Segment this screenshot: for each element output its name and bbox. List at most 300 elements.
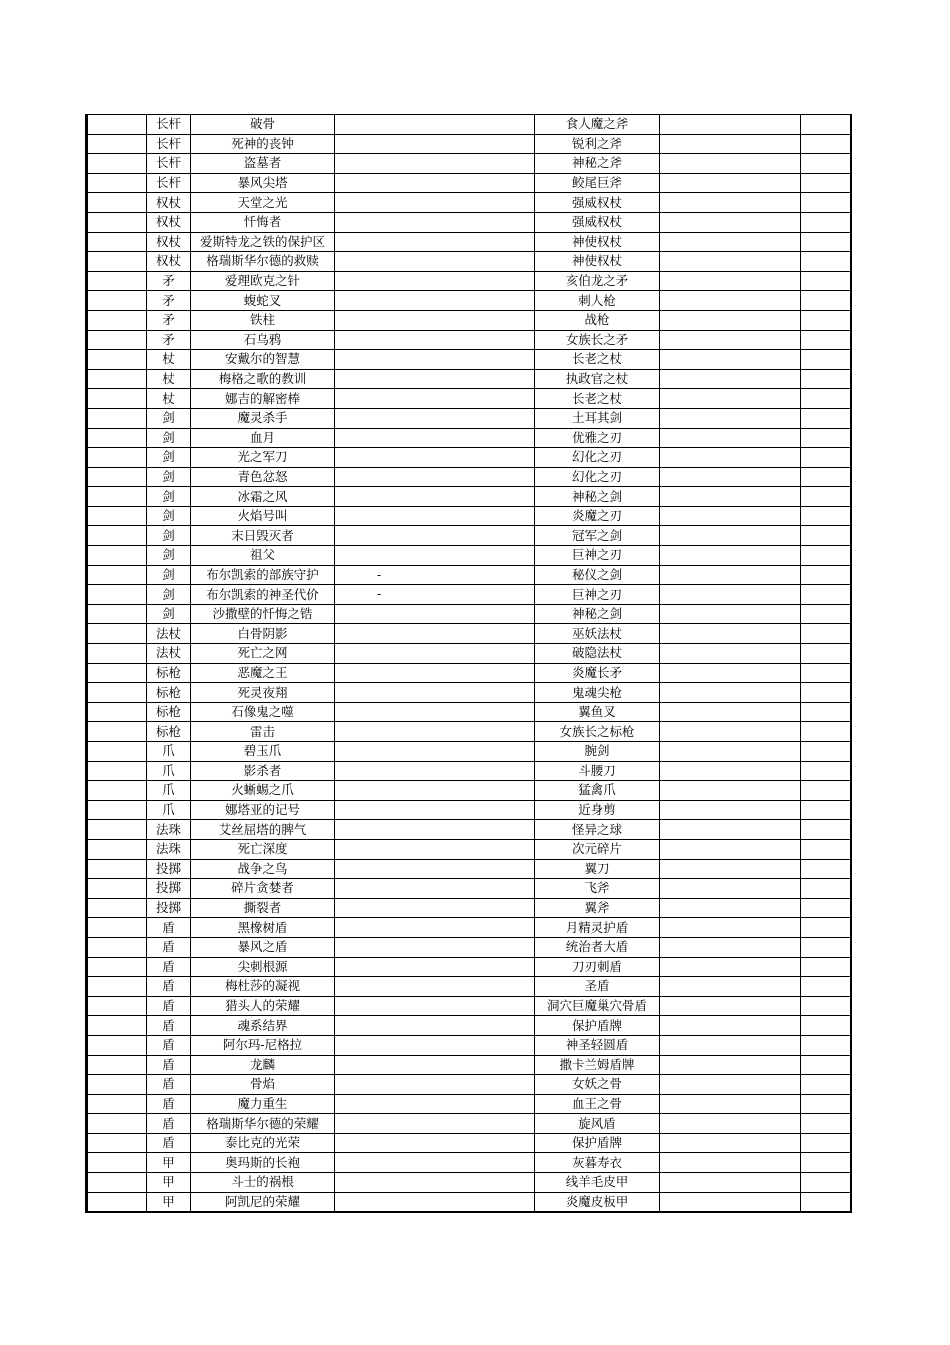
empty-cell [660, 1173, 801, 1193]
item-type-cell: 甲 [147, 1192, 191, 1212]
item-name-cell: 恶魔之王 [191, 663, 335, 683]
empty-cell [801, 1075, 851, 1095]
item-type-cell: 杖 [147, 369, 191, 389]
base-item-cell: 炎魔皮板甲 [535, 1192, 660, 1212]
empty-cell [801, 859, 851, 879]
item-note-cell [335, 1016, 535, 1036]
item-type-cell: 法杖 [147, 644, 191, 664]
empty-cell [801, 644, 851, 664]
empty-cell [87, 408, 147, 428]
item-note-cell [335, 1192, 535, 1212]
empty-cell [801, 546, 851, 566]
item-type-cell: 长杆 [147, 154, 191, 174]
empty-cell [801, 761, 851, 781]
item-name-cell: 奥玛斯的长袍 [191, 1153, 335, 1173]
base-item-cell: 锐利之斧 [535, 134, 660, 154]
empty-cell [801, 977, 851, 997]
empty-cell [660, 761, 801, 781]
item-note-cell [335, 565, 535, 585]
empty-cell [660, 1094, 801, 1114]
base-item-cell: 长老之杖 [535, 350, 660, 370]
item-type-cell: 剑 [147, 526, 191, 546]
empty-cell [801, 683, 851, 703]
item-type-cell: 长杆 [147, 173, 191, 193]
table-row [87, 350, 851, 370]
item-type-cell: 盾 [147, 918, 191, 938]
empty-cell [87, 722, 147, 742]
empty-cell [87, 820, 147, 840]
item-name-cell: 猎头人的荣耀 [191, 996, 335, 1016]
item-type-cell: 盾 [147, 937, 191, 957]
base-item-cell: 血王之骨 [535, 1094, 660, 1114]
empty-cell [87, 1153, 147, 1173]
item-name-cell: 青色忿怒 [191, 467, 335, 487]
item-name-cell: 石像鬼之噬 [191, 702, 335, 722]
item-note-cell [335, 1094, 535, 1114]
table-row [87, 212, 851, 232]
empty-cell [660, 291, 801, 311]
table-row [87, 1016, 851, 1036]
empty-cell [87, 526, 147, 546]
item-type-cell: 法珠 [147, 820, 191, 840]
item-note-cell [335, 526, 535, 546]
item-type-cell: 剑 [147, 546, 191, 566]
item-note-cell [335, 781, 535, 801]
item-type-cell: 矛 [147, 310, 191, 330]
empty-cell [660, 1153, 801, 1173]
item-type-cell: 盾 [147, 957, 191, 977]
item-note-cell [335, 408, 535, 428]
item-type-cell: 投掷 [147, 859, 191, 879]
empty-cell [87, 271, 147, 291]
item-note-cell [335, 448, 535, 468]
item-type-cell: 爪 [147, 742, 191, 762]
base-item-cell: 巨神之刃 [535, 585, 660, 605]
empty-cell [87, 115, 147, 135]
table-row [87, 683, 851, 703]
table-row [87, 859, 851, 879]
base-item-cell: 腕剑 [535, 742, 660, 762]
item-type-cell: 权杖 [147, 193, 191, 213]
item-name-cell: 暴风之盾 [191, 937, 335, 957]
empty-cell [801, 898, 851, 918]
empty-cell [87, 467, 147, 487]
table-row [87, 781, 851, 801]
empty-cell [801, 820, 851, 840]
empty-cell [660, 585, 801, 605]
empty-cell [87, 350, 147, 370]
item-type-cell: 剑 [147, 448, 191, 468]
item-type-cell: 标枪 [147, 683, 191, 703]
table-row [87, 115, 851, 135]
item-note-cell [335, 898, 535, 918]
item-name-cell: 冰霜之风 [191, 487, 335, 507]
item-note-cell [335, 839, 535, 859]
empty-cell [801, 467, 851, 487]
empty-cell [87, 879, 147, 899]
base-item-cell: 女族长之矛 [535, 330, 660, 350]
item-type-cell: 盾 [147, 1016, 191, 1036]
item-name-cell: 梅格之歌的教训 [191, 369, 335, 389]
empty-cell [87, 565, 147, 585]
item-type-cell: 剑 [147, 506, 191, 526]
item-name-cell: 血月 [191, 428, 335, 448]
base-item-cell: 优雅之刃 [535, 428, 660, 448]
empty-cell [87, 898, 147, 918]
empty-cell [660, 310, 801, 330]
empty-cell [801, 428, 851, 448]
item-name-cell: 泰比克的光荣 [191, 1133, 335, 1153]
table-row [87, 977, 851, 997]
base-item-cell: 旋风盾 [535, 1114, 660, 1134]
item-type-cell: 剑 [147, 408, 191, 428]
item-type-cell: 标枪 [147, 722, 191, 742]
item-name-cell: 光之军刀 [191, 448, 335, 468]
empty-cell [801, 879, 851, 899]
empty-cell [87, 644, 147, 664]
table-row [87, 1153, 851, 1173]
empty-cell [801, 389, 851, 409]
empty-cell [87, 742, 147, 762]
empty-cell [660, 839, 801, 859]
item-type-cell: 投掷 [147, 879, 191, 899]
base-item-cell: 强威权杖 [535, 212, 660, 232]
item-type-cell: 剑 [147, 565, 191, 585]
empty-cell [660, 271, 801, 291]
table-row [87, 722, 851, 742]
table-row [87, 1133, 851, 1153]
empty-cell [660, 702, 801, 722]
item-name-cell: 魔力重生 [191, 1094, 335, 1114]
item-type-cell: 盾 [147, 1094, 191, 1114]
base-item-cell: 巫妖法杖 [535, 624, 660, 644]
item-note-cell [335, 957, 535, 977]
empty-cell [660, 212, 801, 232]
item-type-cell: 长杆 [147, 115, 191, 135]
item-name-cell: 娜塔亚的记号 [191, 800, 335, 820]
empty-cell [660, 389, 801, 409]
empty-cell [87, 546, 147, 566]
empty-cell [87, 800, 147, 820]
empty-cell [660, 957, 801, 977]
item-type-cell: 标枪 [147, 663, 191, 683]
item-type-cell: 盾 [147, 1055, 191, 1075]
item-type-cell: 权杖 [147, 212, 191, 232]
base-item-cell: 翼斧 [535, 898, 660, 918]
item-name-cell: 尖刺根源 [191, 957, 335, 977]
item-note-cell [335, 271, 535, 291]
item-type-cell: 爪 [147, 781, 191, 801]
base-item-cell: 炎魔之刃 [535, 506, 660, 526]
item-type-cell: 矛 [147, 271, 191, 291]
item-type-cell: 杖 [147, 350, 191, 370]
empty-cell [801, 212, 851, 232]
item-note-cell [335, 232, 535, 252]
empty-cell [660, 408, 801, 428]
empty-cell [87, 154, 147, 174]
table-row [87, 879, 851, 899]
empty-cell [801, 193, 851, 213]
base-item-cell: 鬼魂尖枪 [535, 683, 660, 703]
empty-cell [660, 134, 801, 154]
table-row [87, 252, 851, 272]
item-note-text: - [377, 586, 382, 602]
empty-cell [87, 134, 147, 154]
empty-cell [87, 1192, 147, 1212]
table-row [87, 291, 851, 311]
empty-cell [660, 1055, 801, 1075]
item-type-cell: 爪 [147, 761, 191, 781]
empty-cell [801, 996, 851, 1016]
empty-cell [801, 330, 851, 350]
empty-cell [660, 565, 801, 585]
empty-cell [660, 977, 801, 997]
item-note-cell [335, 1133, 535, 1153]
base-item-cell: 女族长之标枪 [535, 722, 660, 742]
item-note-cell [335, 310, 535, 330]
table-row [87, 898, 851, 918]
empty-cell [87, 624, 147, 644]
item-note-cell [335, 918, 535, 938]
base-item-cell: 战枪 [535, 310, 660, 330]
empty-cell [87, 1016, 147, 1036]
empty-cell [660, 800, 801, 820]
item-note-cell [335, 604, 535, 624]
empty-cell [801, 310, 851, 330]
empty-cell [660, 859, 801, 879]
table-row [87, 1075, 851, 1095]
table-row [87, 506, 851, 526]
empty-cell [87, 1114, 147, 1134]
empty-cell [801, 369, 851, 389]
item-name-cell: 碧玉爪 [191, 742, 335, 762]
empty-cell [87, 506, 147, 526]
empty-cell [801, 271, 851, 291]
item-name-cell: 龙麟 [191, 1055, 335, 1075]
empty-cell [801, 624, 851, 644]
empty-cell [87, 683, 147, 703]
empty-cell [87, 781, 147, 801]
base-item-cell: 灰暮寿衣 [535, 1153, 660, 1173]
empty-cell [660, 604, 801, 624]
empty-cell [801, 448, 851, 468]
base-item-cell: 线羊毛皮甲 [535, 1173, 660, 1193]
item-name-cell: 艾丝屈塔的脾气 [191, 820, 335, 840]
empty-cell [87, 859, 147, 879]
base-item-cell: 次元碎片 [535, 839, 660, 859]
base-item-cell: 圣盾 [535, 977, 660, 997]
base-item-cell: 神使权杖 [535, 252, 660, 272]
empty-cell [801, 173, 851, 193]
empty-cell [801, 526, 851, 546]
item-name-cell: 蝮蛇叉 [191, 291, 335, 311]
base-item-cell: 强威权杖 [535, 193, 660, 213]
empty-cell [87, 369, 147, 389]
item-type-cell: 盾 [147, 1035, 191, 1055]
item-note-cell [335, 506, 535, 526]
item-name-cell: 娜吉的解密棒 [191, 389, 335, 409]
item-name-cell: 格瑞斯华尔德的荣耀 [191, 1114, 335, 1134]
empty-cell [660, 918, 801, 938]
base-item-cell: 破隐法杖 [535, 644, 660, 664]
item-note-cell [335, 624, 535, 644]
empty-cell [87, 1035, 147, 1055]
empty-cell [660, 154, 801, 174]
base-item-cell: 月精灵护盾 [535, 918, 660, 938]
base-item-cell: 保护盾牌 [535, 1133, 660, 1153]
empty-cell [87, 957, 147, 977]
item-name-cell: 火焰号叫 [191, 506, 335, 526]
table-row [87, 193, 851, 213]
item-name-cell: 梅杜莎的凝视 [191, 977, 335, 997]
empty-cell [801, 1114, 851, 1134]
item-note-cell [335, 879, 535, 899]
empty-cell [660, 487, 801, 507]
empty-cell [801, 742, 851, 762]
empty-cell [660, 115, 801, 135]
table-row [87, 918, 851, 938]
item-note-cell [335, 761, 535, 781]
empty-cell [87, 1055, 147, 1075]
item-note-cell [335, 428, 535, 448]
table-row [87, 467, 851, 487]
empty-cell [801, 1192, 851, 1212]
base-item-cell: 执政官之杖 [535, 369, 660, 389]
item-note-cell [335, 212, 535, 232]
item-note-cell [335, 291, 535, 311]
item-type-cell: 爪 [147, 800, 191, 820]
empty-cell [801, 565, 851, 585]
empty-cell [660, 624, 801, 644]
item-type-cell: 杖 [147, 389, 191, 409]
item-table [85, 114, 852, 1213]
base-item-cell: 幻化之刃 [535, 467, 660, 487]
base-item-cell: 撒卡兰姆盾牌 [535, 1055, 660, 1075]
empty-cell [801, 1153, 851, 1173]
empty-cell [801, 134, 851, 154]
table-row [87, 1094, 851, 1114]
table-row [87, 428, 851, 448]
item-name-cell: 天堂之光 [191, 193, 335, 213]
item-type-cell: 盾 [147, 977, 191, 997]
item-type-cell: 长杆 [147, 134, 191, 154]
item-name-cell: 末日毁灭者 [191, 526, 335, 546]
item-name-cell: 布尔凯索的神圣代价 [191, 585, 335, 605]
item-type-cell: 标枪 [147, 702, 191, 722]
empty-cell [87, 839, 147, 859]
table-row [87, 173, 851, 193]
empty-cell [660, 350, 801, 370]
empty-cell [660, 369, 801, 389]
empty-cell [660, 1075, 801, 1095]
table-row [87, 389, 851, 409]
table-row [87, 761, 851, 781]
item-note-cell [335, 702, 535, 722]
item-name-cell: 安戴尔的智慧 [191, 350, 335, 370]
base-item-cell: 神秘之斧 [535, 154, 660, 174]
item-type-cell: 法珠 [147, 839, 191, 859]
empty-cell [801, 585, 851, 605]
item-note-cell [335, 154, 535, 174]
empty-cell [801, 918, 851, 938]
base-item-cell: 土耳其剑 [535, 408, 660, 428]
empty-cell [660, 330, 801, 350]
base-item-cell: 女妖之骨 [535, 1075, 660, 1095]
item-note-cell [335, 487, 535, 507]
item-name-cell: 魂系结界 [191, 1016, 335, 1036]
item-type-cell: 盾 [147, 1133, 191, 1153]
table-row [87, 271, 851, 291]
table-row [87, 154, 851, 174]
item-type-cell: 盾 [147, 996, 191, 1016]
table-row [87, 624, 851, 644]
base-item-cell: 神圣轻圆盾 [535, 1035, 660, 1055]
item-name-cell: 破骨 [191, 115, 335, 135]
item-note-cell [335, 546, 535, 566]
item-note-cell [335, 663, 535, 683]
empty-cell [801, 663, 851, 683]
table-row [87, 1114, 851, 1134]
empty-cell [87, 487, 147, 507]
item-note-cell [335, 937, 535, 957]
base-item-cell: 鲛尾巨斧 [535, 173, 660, 193]
item-note-cell [335, 134, 535, 154]
item-note-cell [335, 683, 535, 703]
empty-cell [87, 193, 147, 213]
table-row [87, 585, 851, 605]
empty-cell [801, 487, 851, 507]
empty-cell [660, 820, 801, 840]
table-row [87, 957, 851, 977]
item-note-cell [335, 585, 535, 605]
base-item-cell: 统治者大盾 [535, 937, 660, 957]
item-name-cell: 骨焰 [191, 1075, 335, 1095]
table-row [87, 644, 851, 664]
empty-cell [801, 1133, 851, 1153]
empty-cell [660, 937, 801, 957]
empty-cell [660, 1035, 801, 1055]
base-item-cell: 刀刃刺盾 [535, 957, 660, 977]
empty-cell [87, 310, 147, 330]
item-note-cell [335, 330, 535, 350]
item-name-cell: 死神的丧钟 [191, 134, 335, 154]
empty-cell [801, 1094, 851, 1114]
table-row [87, 310, 851, 330]
empty-cell [87, 702, 147, 722]
item-note-cell [335, 193, 535, 213]
empty-cell [660, 173, 801, 193]
base-item-cell: 近身剪 [535, 800, 660, 820]
item-type-cell: 矛 [147, 330, 191, 350]
base-item-cell: 幻化之刃 [535, 448, 660, 468]
table-row [87, 996, 851, 1016]
empty-cell [801, 506, 851, 526]
empty-cell [660, 663, 801, 683]
empty-cell [87, 448, 147, 468]
empty-cell [87, 663, 147, 683]
empty-cell [660, 252, 801, 272]
item-name-cell: 忏悔者 [191, 212, 335, 232]
empty-cell [801, 350, 851, 370]
item-type-cell: 法杖 [147, 624, 191, 644]
item-name-cell: 盗墓者 [191, 154, 335, 174]
item-name-cell: 死亡深度 [191, 839, 335, 859]
item-name-cell: 黑橡树盾 [191, 918, 335, 938]
base-item-cell: 洞穴巨魔巢穴骨盾 [535, 996, 660, 1016]
item-note-cell [335, 252, 535, 272]
empty-cell [87, 585, 147, 605]
item-note-cell [335, 173, 535, 193]
